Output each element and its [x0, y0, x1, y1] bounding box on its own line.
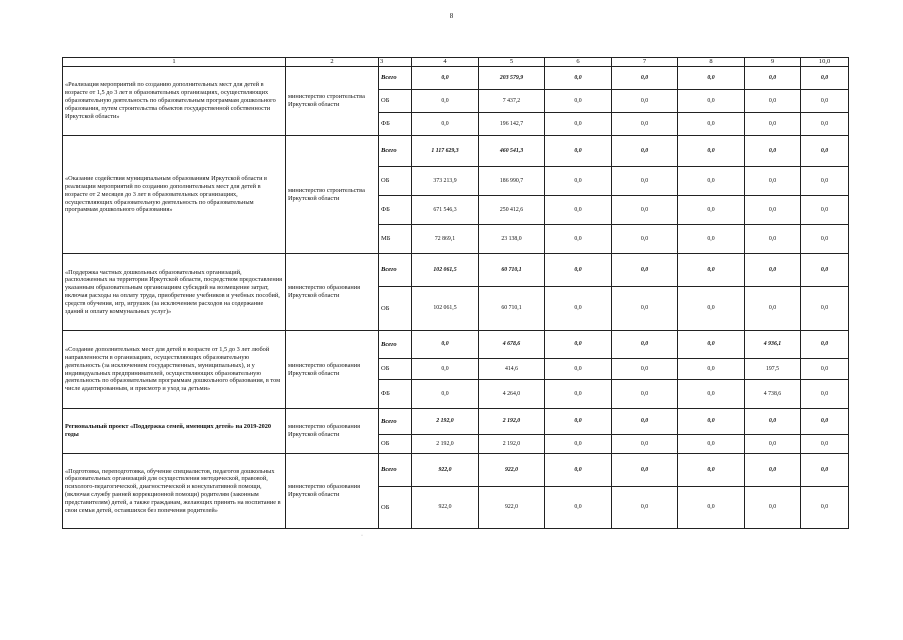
amount-cell: 0,0	[545, 287, 612, 331]
amount-cell: 0,0	[678, 409, 745, 435]
amount-cell: 0,0	[412, 67, 479, 90]
amount-cell: 0,0	[801, 380, 849, 409]
amount-cell: 922,0	[412, 454, 479, 487]
measure-description: «Поддержка частных дошкольных образовательных организаций, расположенных на территории Иркутской области, посредством предоставления указанным образовательным организациям субсидий на возмещение затрат, включая расходы на оплату труда, приобретение учебников и учебных пособий, средств обучения, игр, игрушек (за исключением расходов на содержание зданий и оплату коммунальных услуг)»	[63, 254, 286, 331]
amount-cell: 0,0	[545, 359, 612, 380]
amount-cell: 0,0	[745, 454, 801, 487]
amount-cell: 0,0	[801, 254, 849, 287]
amount-cell: 0,0	[745, 254, 801, 287]
header-cell: 2	[286, 58, 379, 67]
amount-cell: 0,0	[545, 67, 612, 90]
table-row	[63, 409, 849, 435]
amount-cell: 0,0	[678, 331, 745, 359]
amount-cell: 0,0	[745, 167, 801, 196]
header-cell: 9	[745, 58, 801, 67]
amount-cell: 0,0	[678, 380, 745, 409]
amount-cell: 0,0	[745, 136, 801, 167]
amount-cell: 0,0	[678, 196, 745, 225]
amount-cell: 0,0	[612, 196, 678, 225]
amount-cell: 0,0	[745, 287, 801, 331]
amount-cell: 0,0	[545, 487, 612, 529]
amount-cell: 2 192,0	[412, 409, 479, 435]
responsible-executor: министерство образования Иркутской области	[286, 409, 379, 454]
funding-source: Всего	[379, 409, 412, 435]
amount-cell: 0,0	[801, 454, 849, 487]
amount-cell: 0,0	[545, 254, 612, 287]
amount-cell: 0,0	[745, 113, 801, 136]
amount-cell: 60 710,1	[479, 287, 545, 331]
amount-cell: 0,0	[801, 167, 849, 196]
table-row	[63, 136, 849, 167]
amount-cell: 196 142,7	[479, 113, 545, 136]
funding-source: МБ	[379, 225, 412, 254]
amount-cell: 922,0	[412, 487, 479, 529]
amount-cell: 0,0	[801, 90, 849, 113]
measure-description: «Подготовка, переподготовка, обучение специалистов, педагогов дошкольных образовательных организаций для осуществления методической, правовой, психолого-педагогической, диагностической и консультативной помощи, (включая службу ранней коррекционной помощи) родителям (законным представителям) детей, а также гражданам, желающих принять на воспитание в свои семьи детей, оставшихся без попечения родителей»	[63, 454, 286, 529]
amount-cell: 0,0	[745, 196, 801, 225]
responsible-executor: министерство образования Иркутской области	[286, 454, 379, 529]
amount-cell: 922,0	[479, 454, 545, 487]
amount-cell: 0,0	[612, 454, 678, 487]
amount-cell: 0,0	[678, 113, 745, 136]
amount-cell: 0,0	[801, 113, 849, 136]
header-cell: 10,0	[801, 58, 849, 67]
amount-cell: 0,0	[545, 454, 612, 487]
amount-cell: 0,0	[678, 167, 745, 196]
amount-cell: 2 192,0	[479, 435, 545, 454]
amount-cell: 0,0	[678, 287, 745, 331]
funding-source: Всего	[379, 254, 412, 287]
amount-cell: 0,0	[545, 136, 612, 167]
amount-cell: 0,0	[678, 454, 745, 487]
amount-cell: 0,0	[612, 225, 678, 254]
amount-cell: 0,0	[678, 67, 745, 90]
amount-cell: 0,0	[745, 435, 801, 454]
amount-cell: 2 192,0	[412, 435, 479, 454]
amount-cell: 0,0	[612, 359, 678, 380]
amount-cell: 0,0	[545, 90, 612, 113]
amount-cell: 0,0	[801, 487, 849, 529]
amount-cell: 922,0	[479, 487, 545, 529]
amount-cell: 4 936,1	[745, 331, 801, 359]
budget-table	[62, 57, 849, 529]
amount-cell: 0,0	[745, 487, 801, 529]
funding-source: Всего	[379, 331, 412, 359]
header-cell: 5	[479, 58, 545, 67]
amount-cell: 0,0	[612, 380, 678, 409]
amount-cell: 0,0	[412, 380, 479, 409]
amount-cell: 0,0	[545, 435, 612, 454]
funding-source: ОБ	[379, 90, 412, 113]
header-cell: 3	[379, 58, 412, 67]
header-cell: 7	[612, 58, 678, 67]
amount-cell: 0,0	[801, 331, 849, 359]
amount-cell: 0,0	[412, 113, 479, 136]
table-row	[63, 331, 849, 359]
responsible-executor: министерство образования Иркутской области	[286, 331, 379, 409]
amount-cell: 102 061,5	[412, 287, 479, 331]
table-body	[63, 67, 849, 529]
amount-cell: 373 213,9	[412, 167, 479, 196]
amount-cell: 671 546,3	[412, 196, 479, 225]
page-number: 8	[449, 12, 454, 20]
amount-cell: 4 678,6	[479, 331, 545, 359]
amount-cell: 0,0	[745, 225, 801, 254]
funding-source: ОБ	[379, 487, 412, 529]
funding-source: ОБ	[379, 287, 412, 331]
amount-cell: 0,0	[412, 90, 479, 113]
amount-cell: 0,0	[612, 167, 678, 196]
amount-cell: 0,0	[801, 196, 849, 225]
amount-cell: 0,0	[612, 67, 678, 90]
header-cell: 6	[545, 58, 612, 67]
amount-cell: 0,0	[612, 331, 678, 359]
amount-cell: 0,0	[801, 136, 849, 167]
table-row	[63, 67, 849, 90]
responsible-executor: министерство строительства Иркутской области	[286, 67, 379, 136]
amount-cell: 0,0	[678, 487, 745, 529]
amount-cell: 0,0	[801, 359, 849, 380]
amount-cell: 4 264,0	[479, 380, 545, 409]
funding-source: ФБ	[379, 113, 412, 136]
amount-cell: 250 412,6	[479, 196, 545, 225]
amount-cell: 0,0	[545, 331, 612, 359]
amount-cell: 0,0	[612, 254, 678, 287]
amount-cell: 1 117 629,3	[412, 136, 479, 167]
amount-cell: 2 192,0	[479, 409, 545, 435]
amount-cell: 0,0	[412, 331, 479, 359]
funding-source: ОБ	[379, 167, 412, 196]
amount-cell: 7 437,2	[479, 90, 545, 113]
amount-cell: 186 990,7	[479, 167, 545, 196]
funding-source: ФБ	[379, 380, 412, 409]
responsible-executor: министерство строительства Иркутской области	[286, 136, 379, 254]
measure-description: «Создание дополнительных мест для детей в возрасте от 1,5 до 3 лет любой направленности в организациях, осуществляющих образовательную деятельность (за исключением государственных, муниципальных), и у индивидуальных предпринимателей, осуществляющих образовательную деятельность по образовательным программам дошкольного образования, в том числе адаптированным, и присмотр и уход за детьми»	[63, 331, 286, 409]
amount-cell: 72 869,1	[412, 225, 479, 254]
amount-cell: 0,0	[801, 409, 849, 435]
amount-cell: 0,0	[612, 435, 678, 454]
amount-cell: 0,0	[612, 90, 678, 113]
table-row	[63, 454, 849, 487]
amount-cell: 23 138,0	[479, 225, 545, 254]
amount-cell: 4 738,6	[745, 380, 801, 409]
funding-source: Всего	[379, 136, 412, 167]
amount-cell: 0,0	[801, 225, 849, 254]
responsible-executor: министерство образования Иркутской области	[286, 254, 379, 331]
measure-description: «Оказание содействия муниципальным образованиям Иркутской области в реализации мероприятий по созданию дополнительных мест для детей в возрасте от 2 месяцев до 3 лет в образовательных организациях, осуществляющих образовательную деятельность по образовательным программам дошкольного образования»	[63, 136, 286, 254]
amount-cell: 0,0	[545, 196, 612, 225]
amount-cell: 0,0	[612, 409, 678, 435]
amount-cell: 0,0	[678, 225, 745, 254]
amount-cell: 0,0	[612, 136, 678, 167]
amount-cell: 0,0	[801, 67, 849, 90]
funding-source: Всего	[379, 67, 412, 90]
amount-cell: 0,0	[801, 287, 849, 331]
funding-source: ОБ	[379, 435, 412, 454]
amount-cell: 0,0	[745, 67, 801, 90]
funding-source: Всего	[379, 454, 412, 487]
header-cell: 8	[678, 58, 745, 67]
amount-cell: 203 579,9	[479, 67, 545, 90]
amount-cell: 0,0	[801, 435, 849, 454]
scan-mark: ·	[361, 533, 363, 539]
amount-cell: 0,0	[678, 90, 745, 113]
amount-cell: 414,6	[479, 359, 545, 380]
amount-cell: 0,0	[678, 359, 745, 380]
amount-cell: 0,0	[612, 487, 678, 529]
header-cell: 4	[412, 58, 479, 67]
amount-cell: 460 541,3	[479, 136, 545, 167]
amount-cell: 102 061,5	[412, 254, 479, 287]
amount-cell: 0,0	[545, 167, 612, 196]
amount-cell: 0,0	[612, 113, 678, 136]
table-row	[63, 254, 849, 287]
amount-cell: 60 710,1	[479, 254, 545, 287]
amount-cell: 0,0	[678, 254, 745, 287]
amount-cell: 0,0	[545, 113, 612, 136]
funding-source: ФБ	[379, 196, 412, 225]
header-cell: 1	[63, 58, 286, 67]
amount-cell: 0,0	[545, 409, 612, 435]
amount-cell: 0,0	[545, 380, 612, 409]
measure-description: Региональный проект «Поддержка семей, имеющих детей» на 2019-2020 годы	[63, 409, 286, 454]
amount-cell: 0,0	[612, 287, 678, 331]
header-row	[63, 58, 849, 67]
funding-source: ОБ	[379, 359, 412, 380]
amount-cell: 0,0	[745, 90, 801, 113]
amount-cell: 0,0	[745, 409, 801, 435]
amount-cell: 0,0	[412, 359, 479, 380]
amount-cell: 197,5	[745, 359, 801, 380]
amount-cell: 0,0	[545, 225, 612, 254]
amount-cell: 0,0	[678, 136, 745, 167]
measure-description: «Реализация мероприятий по созданию дополнительных мест для детей в возрасте от 1,5 до 3 лет в образовательных организациях, осуществляющих образовательную деятельность по образовательным программам дошкольного образования, путем строительства объектов государственной собственности Иркутской области»	[63, 67, 286, 136]
amount-cell: 0,0	[678, 435, 745, 454]
